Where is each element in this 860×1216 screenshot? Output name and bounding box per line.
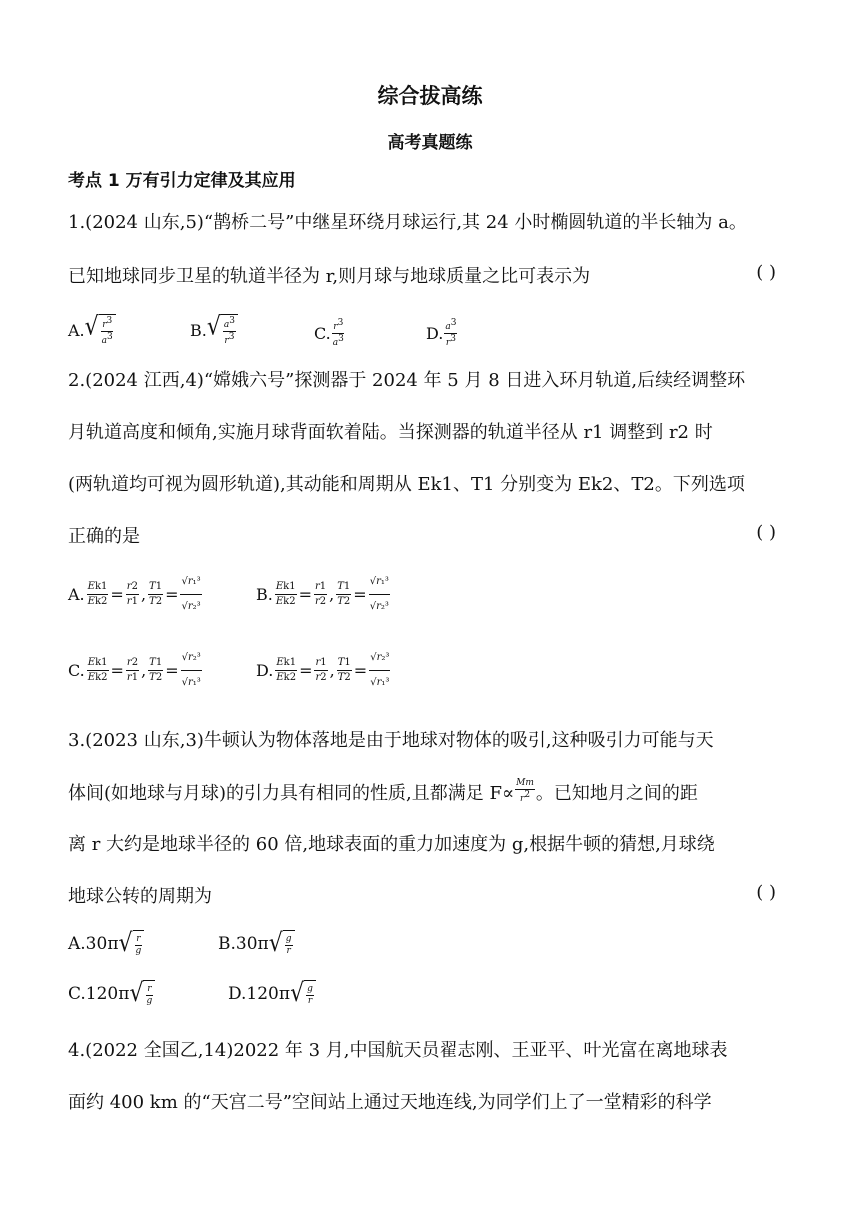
q3-option-d-label: D.120π xyxy=(228,984,291,1004)
q3-answer-paren: ( ) xyxy=(756,882,776,903)
q2-option-b: B. $\frac{Ek1}{Ek2}$ = $\frac{r1}{r2}$ , $\frac{T1}{T2}$ = $\frac{\text{√r₁³}}{\text{√r₂³}}$ xyxy=(256,570,392,619)
q3-option-a: A.30π √ $\frac{r}{g}$ xyxy=(68,930,144,958)
q2-line-1: 2.(2024 江西,4)“嫦娥六号”探测器于 2024 年 5 月 8 日进入环月轨道,后续经调整环 xyxy=(68,370,746,391)
section-heading: 考点 1 万有引力定律及其应用 xyxy=(68,171,296,191)
q1-option-d: D. $\frac{a^3}{r^3}$ xyxy=(426,318,457,348)
q2-option-c: C. $\frac{Ek1}{Ek2}$ = $\frac{r2}{r1}$ , $\frac{T1}{T2}$ = $\frac{\text{√r₂³}}{\text{√r₁³}}$ xyxy=(68,646,204,695)
q2-option-c-label: C. xyxy=(68,661,85,680)
q4-line-2: 面约 400 km 的“天宫二号”空间站上通过天地连线,为同学们上了一堂精彩的科学 xyxy=(68,1092,712,1113)
q1-option-d-label: D. xyxy=(426,324,444,343)
q2-line-3: (两轨道均可视为圆形轨道),其动能和周期从 Ek1、T1 分别变为 Ek2、T2。下列选项 xyxy=(68,474,745,495)
q1-option-c-label: C. xyxy=(314,324,331,343)
q2-option-b-label: B. xyxy=(256,585,273,604)
q3-option-b: B.30π √ $\frac{g}{r}$ xyxy=(218,930,295,958)
q1-line-2: 已知地球同步卫星的轨道半径为 r,则月球与地球质量之比可表示为 xyxy=(68,266,591,287)
q3-option-b-label: B.30π xyxy=(218,934,269,954)
q1-answer-paren: ( ) xyxy=(756,262,776,283)
q3-line-2-start: 体间(如地球与月球)的引力具有相同的性质,且都满足 F∝ xyxy=(68,782,515,804)
q1-option-b-label: B. xyxy=(190,321,207,340)
q2-option-a-label: A. xyxy=(68,585,85,604)
q3-line-3: 离 r 大约是地球半径的 60 倍,地球表面的重力加速度为 g,根据牛顿的猜想,月球绕 xyxy=(68,834,715,855)
q3-line-4: 地球公转的周期为 xyxy=(68,886,212,907)
q4-line-1: 4.(2022 全国乙,14)2022 年 3 月,中国航天员翟志刚、王亚平、叶光富在离地球表 xyxy=(68,1040,728,1061)
q3-option-a-label: A.30π xyxy=(68,934,119,954)
q3-line-2-end: 。已知地月之间的距 xyxy=(535,782,698,804)
q1-option-a-label: A. xyxy=(68,321,85,340)
q2-option-d: D. $\frac{Ek1}{Ek2}$ = $\frac{r1}{r2}$ , $\frac{T1}{T2}$ = $\frac{\text{√r₂³}}{\text{√r₁³}}$ xyxy=(256,646,392,695)
q2-line-2: 月轨道高度和倾角,实施月球背面软着陆。当探测器的轨道半径从 r1 调整到 r2 时 xyxy=(68,422,713,443)
q3-formula: $\frac{Mm}{r^2}$ xyxy=(516,778,534,804)
q2-option-a: A. $\frac{Ek1}{Ek2}$ = $\frac{r2}{r1}$ , $\frac{T1}{T2}$ = $\frac{\text{√r₁³}}{\text{√r₂³}}$ xyxy=(68,570,204,619)
q2-line-4: 正确的是 xyxy=(68,526,140,547)
q1-option-c: C. $\frac{r^3}{a^3}$ xyxy=(314,318,344,348)
q2-option-d-label: D. xyxy=(256,661,274,680)
q3-option-c: C.120π √ $\frac{r}{g}$ xyxy=(68,980,155,1008)
page-subtitle: 高考真题练 xyxy=(387,133,473,153)
page-title: 综合拔高练 xyxy=(377,84,483,108)
q3-option-d: D.120π √ $\frac{g}{r}$ xyxy=(228,980,316,1008)
q2-answer-paren: ( ) xyxy=(756,522,776,543)
q1-line-1: 1.(2024 山东,5)“鹊桥二号”中继星环绕月球运行,其 24 小时椭圆轨道的半长轴为 a。 xyxy=(68,212,747,233)
q1-option-b: B. √ $\frac{a^3}{r^3}$ xyxy=(190,314,238,347)
q3-option-c-label: C.120π xyxy=(68,984,130,1004)
q3-line-2 xyxy=(68,778,780,805)
q3-line-1: 3.(2023 山东,3)牛顿认为物体落地是由于地球对物体的吸引,这种吸引力可能与天 xyxy=(68,730,714,751)
q1-option-a: A. √ $\frac{r^3}{a^3}$ xyxy=(68,314,116,347)
